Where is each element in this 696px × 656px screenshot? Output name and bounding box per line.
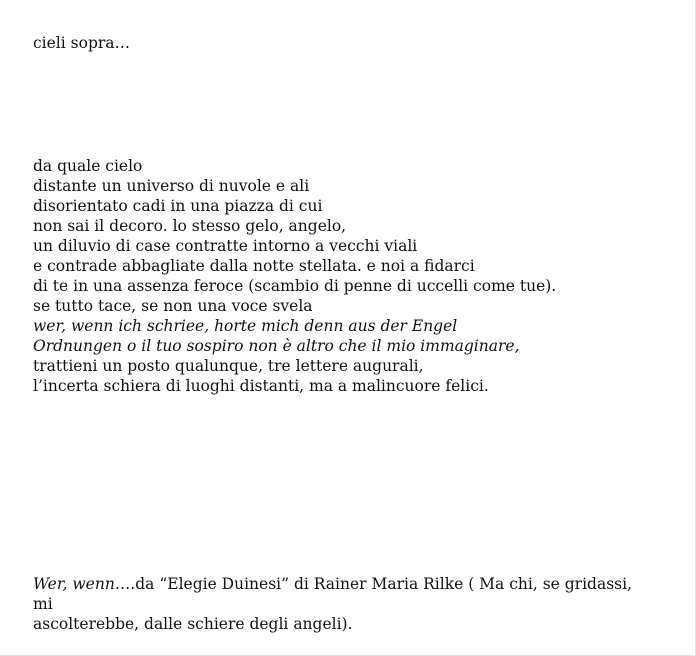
citation-text: da “Elegie Duinesi” di Rainer Maria Rilke ( Ma chi, se gridassi, mi (33, 575, 632, 613)
poem-line: non sai il decoro. lo stesso gelo, angelo, (33, 217, 347, 235)
poem-line-quote: Ordnungen o il tuo sospiro non è altro che il mio immaginare, (33, 337, 520, 355)
poem-line-quote: wer, wenn ich schriee, horte mich denn aus der Engel (33, 317, 458, 335)
poem-line: se tutto tace, se non una voce svela (33, 297, 313, 315)
citation-note (33, 574, 653, 634)
citation-lead: Wer, wenn…. (33, 575, 136, 593)
poem-line: disorientato cadi in una piazza di cui (33, 197, 323, 215)
poem-line: un diluvio di case contratte intorno a vecchi viali (33, 237, 418, 255)
poem-line: distante un universo di nuvole e ali (33, 177, 310, 195)
citation-text-continued: ascolterebbe, dalle schiere degli angeli). (33, 615, 353, 633)
poem-line: e contrade abbagliate dalla notte stellata. e noi a fidarci (33, 257, 475, 275)
poem-line: trattieni un posto qualunque, tre lettere augurali, (33, 357, 424, 375)
poem-title: cieli sopra… (33, 34, 131, 52)
poem-line: di te in una assenza feroce (scambio di penne di uccelli come tue). (33, 277, 557, 295)
poem-body (33, 156, 673, 396)
poem-line: da quale cielo (33, 157, 143, 175)
poem-line: l’incerta schiera di luoghi distanti, ma a malincuore felici. (33, 377, 489, 395)
